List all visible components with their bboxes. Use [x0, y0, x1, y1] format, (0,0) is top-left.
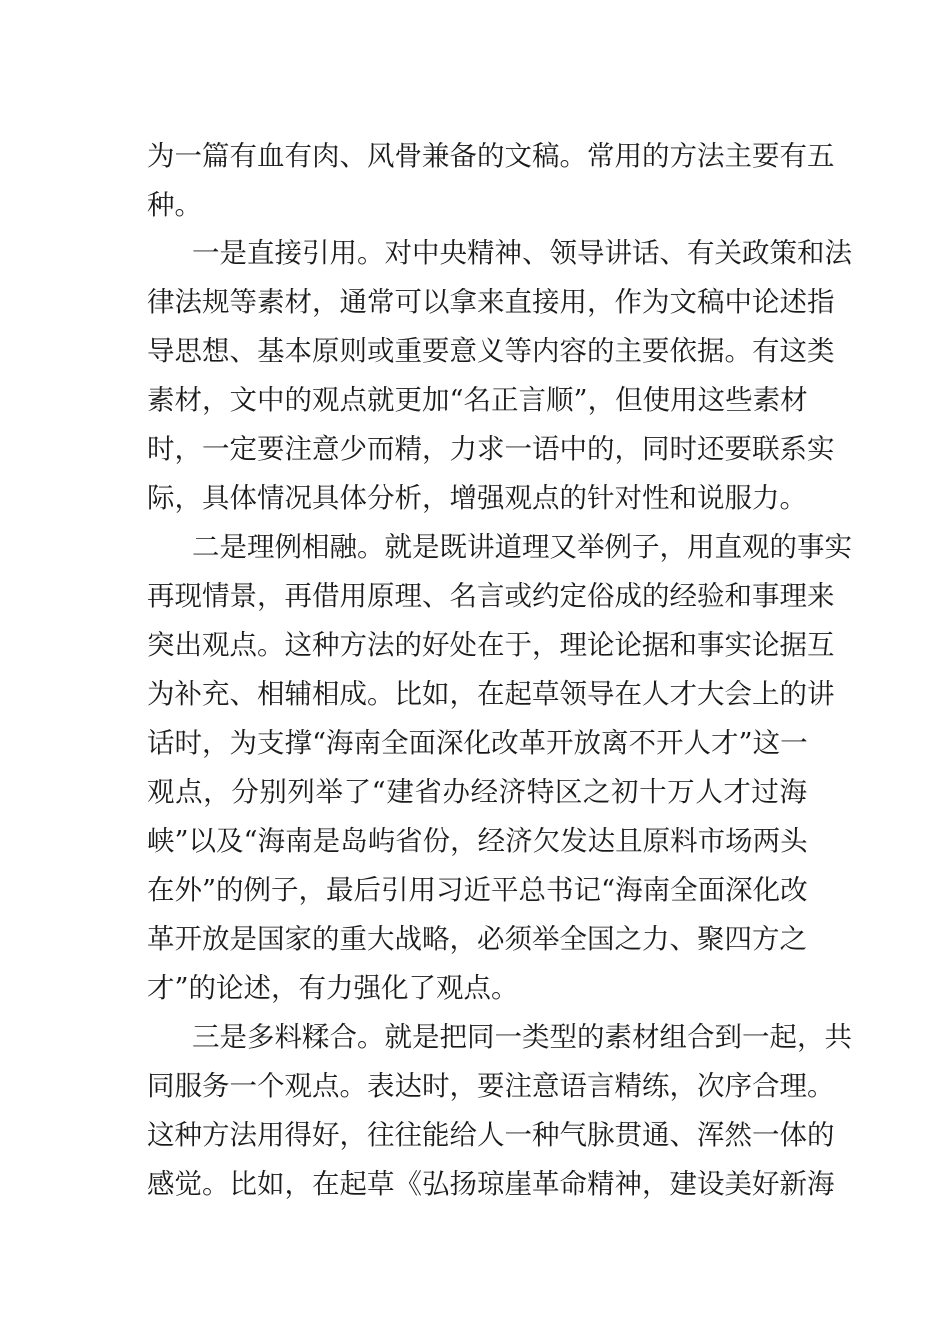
text-line: 律法规等素材，通常可以拿来直接用，作为文稿中论述指	[147, 286, 835, 318]
text-line: 素材，文中的观点就更加“名正言顺”，但使用这些素材	[147, 384, 808, 416]
text-line: 际，具体情况具体分析，增强观点的针对性和说服力。	[147, 482, 807, 514]
text-line: 才”的论述，有力强化了观点。	[147, 972, 519, 1004]
text-line: 观点，分别列举了“建省办经济特区之初十万人才过海	[147, 776, 807, 808]
text-line: 话时，为支撑“海南全面深化改革开放离不开人才”这一	[147, 727, 808, 759]
text-line: 突出观点。这种方法的好处在于，理论论据和事实论据互	[147, 629, 835, 661]
text-line: 峡”以及“海南是岛屿省份，经济欠发达且原料市场两头	[147, 825, 808, 857]
text-line: 再现情景，再借用原理、名言或约定俗成的经验和事理来	[147, 580, 835, 612]
text-line: 这种方法用得好，往往能给人一种气脉贯通、浑然一体的	[147, 1119, 835, 1151]
text-line: 种。	[147, 189, 202, 221]
text-line: 一是直接引用。对中央精神、领导讲话、有关政策和法	[192, 237, 852, 269]
text-line: 革开放是国家的重大战略，必须举全国之力、聚四方之	[147, 923, 807, 955]
text-line: 为一篇有血有肉、风骨兼备的文稿。常用的方法主要有五	[147, 140, 835, 172]
text-line: 在外”的例子，最后引用习近平总书记“海南全面深化改	[147, 874, 808, 906]
text-line: 为补充、相辅相成。比如，在起草领导在人才大会上的讲	[147, 678, 835, 710]
text-line: 导思想、基本原则或重要意义等内容的主要依据。有这类	[147, 335, 835, 367]
text-line: 二是理例相融。就是既讲道理又举例子，用直观的事实	[192, 531, 852, 563]
text-line: 感觉。比如，在起草《弘扬琼崖革命精神，建设美好新海	[147, 1168, 835, 1200]
text-line: 同服务一个观点。表达时，要注意语言精练，次序合理。	[147, 1070, 835, 1102]
text-line: 时，一定要注意少而精，力求一语中的，同时还要联系实	[147, 433, 835, 465]
text-line: 三是多料糅合。就是把同一类型的素材组合到一起，共	[192, 1021, 852, 1053]
